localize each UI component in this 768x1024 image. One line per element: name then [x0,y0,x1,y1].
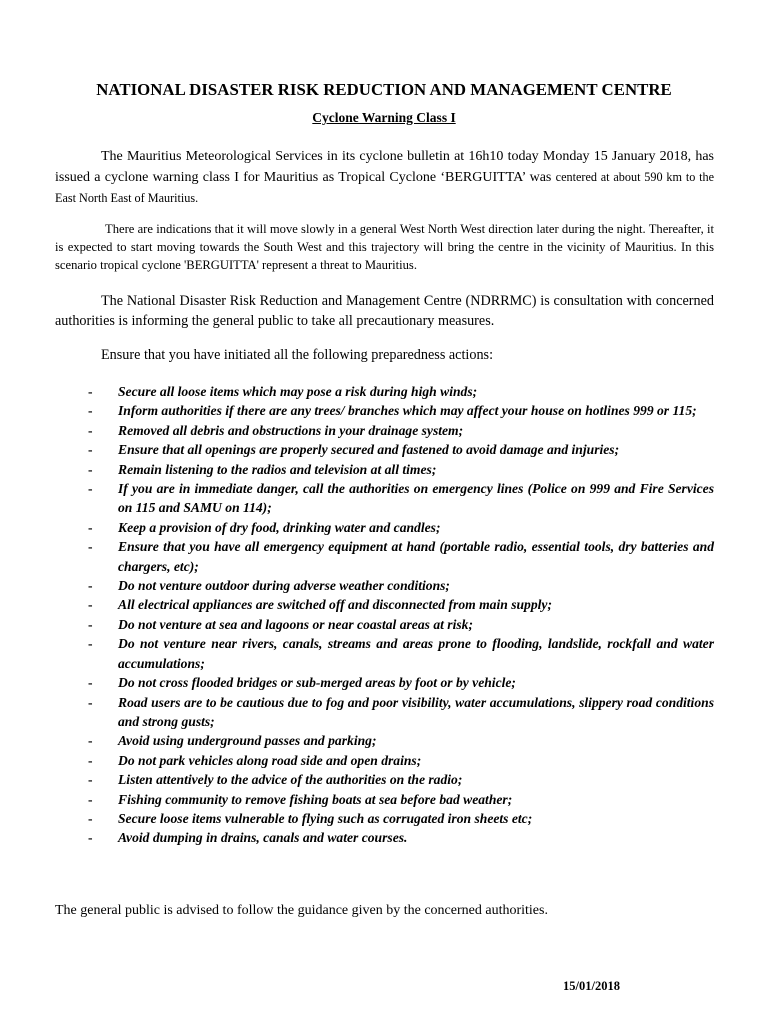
action-text: Secure loose items vulnerable to flying such as corrugated iron sheets etc; [118,810,533,826]
action-list-item [88,401,714,420]
action-list-item [88,615,714,634]
bullet-dash: - [88,636,93,652]
document-title: NATIONAL DISASTER RISK REDUCTION AND MANAGEMENT CENTRE [96,80,672,99]
action-text: Do not venture at sea and lagoons or near coastal areas at risk; [118,616,473,632]
bullet-dash: - [88,442,93,458]
paragraph-ndrrmc: The National Disaster Risk Reduction and Management Centre (NDRRMC) is consultation with concerned authorities is informing the general public to take all precautionary measures. [55,293,714,329]
action-text: If you are in immediate danger, call the authorities on emergency lines (Police on 999 and Fire Services on 115 and SAMU on 114); [118,481,714,516]
action-text: Inform authorities if there are any trees/ branches which may affect your house on hotlines 999 or 115; [118,403,697,419]
action-text: Avoid dumping in drains, canals and water courses. [118,830,408,846]
action-list-item [88,382,714,401]
bullet-dash: - [88,403,93,419]
paragraph-trajectory: There are indications that it will move slowly in a general West North West direction later during the night. Thereafter, it is expected to start moving towards the South West and this trajectory will bring the centre in the vicinity of Mauritius. In this scenario tropical cyclone 'BERGUITTA' represent a threat to Mauritius. [55,222,714,272]
action-text: Do not cross flooded bridges or sub-merged areas by foot or by vehicle; [118,675,516,691]
document-subtitle [0,110,768,126]
bullet-dash: - [88,752,93,768]
action-list-item [88,751,714,770]
action-list-item [88,731,714,750]
action-list-item [88,828,714,847]
action-text: Do not venture near rivers, canals, streams and areas prone to flooding, landslide, rockfall and water accumulations; [118,636,714,671]
document-date: 15/01/2018 [563,979,620,993]
bullet-dash: - [88,616,93,632]
preparedness-actions-list [88,382,714,848]
paragraph-bulletin [55,147,714,209]
action-list-item [88,809,714,828]
bullet-dash: - [88,810,93,826]
paragraph-bulletin-main: The Mauritius Meteorological Services in its cyclone bulletin at 16h10 today Monday 15 January 2018, has issued a cyclone warning class I for Mauritius as Tropical Cyclone ‘BERGUITTA’ was [55,149,714,185]
action-text: Removed all debris and obstructions in your drainage system; [118,422,464,438]
action-list-item [88,595,714,614]
subtitle-text: Cyclone Warning Class I [312,110,456,125]
action-list-item [88,518,714,537]
action-text: Fishing community to remove fishing boats at sea before bad weather; [118,791,513,807]
action-text: Road users are to be cautious due to fog and poor visibility, water accumulations, slippery road conditions and strong gusts; [118,694,714,729]
action-list-item [88,537,714,576]
paragraph-preparedness-intro: Ensure that you have initiated all the following preparedness actions: [101,347,494,363]
closing-statement: The general public is advised to follow the guidance given by the concerned authorities. [55,903,548,918]
action-text: Listen attentively to the advice of the authorities on the radio; [118,772,463,788]
bullet-dash: - [88,791,93,807]
action-text: Avoid using underground passes and parking; [118,733,377,749]
paragraph-bulletin-end: centered at about 590 km to the East North East of Mauritius. [55,170,715,205]
action-list-item [88,673,714,692]
action-text: Secure all loose items which may pose a risk during high winds; [118,384,478,399]
action-list-item [88,576,714,595]
action-text: Keep a provision of dry food, drinking water and candles; [118,519,441,535]
bullet-dash: - [88,733,93,749]
bullet-dash: - [88,830,93,846]
action-text: Do not venture outdoor during adverse weather conditions; [118,578,450,594]
action-text: Do not park vehicles along road side and open drains; [118,752,422,768]
action-text: Ensure that you have all emergency equipment at hand (portable radio, essential tools, dry batteries and chargers, etc); [118,539,714,574]
bullet-dash: - [88,772,93,788]
action-text: Remain listening to the radios and television at all times; [118,461,437,477]
action-text: All electrical appliances are switched off and disconnected from main supply; [118,597,552,613]
action-list-item [88,790,714,809]
bullet-dash: - [88,578,93,594]
action-list-item [88,421,714,440]
action-list-item [88,634,714,673]
action-text: Ensure that all openings are properly secured and fastened to avoid damage and injuries; [118,442,620,458]
action-list-item [88,770,714,789]
bullet-dash: - [88,422,93,438]
action-list-item [88,693,714,732]
bullet-dash: - [88,461,93,477]
bullet-dash: - [88,384,93,399]
bullet-dash: - [88,694,93,710]
action-list-item [88,479,714,518]
bullet-dash: - [88,481,93,497]
bullet-dash: - [88,675,93,691]
action-list-item [88,460,714,479]
bullet-dash: - [88,539,93,555]
bullet-dash: - [88,597,93,613]
bullet-dash: - [88,519,93,535]
action-list-item [88,440,714,459]
